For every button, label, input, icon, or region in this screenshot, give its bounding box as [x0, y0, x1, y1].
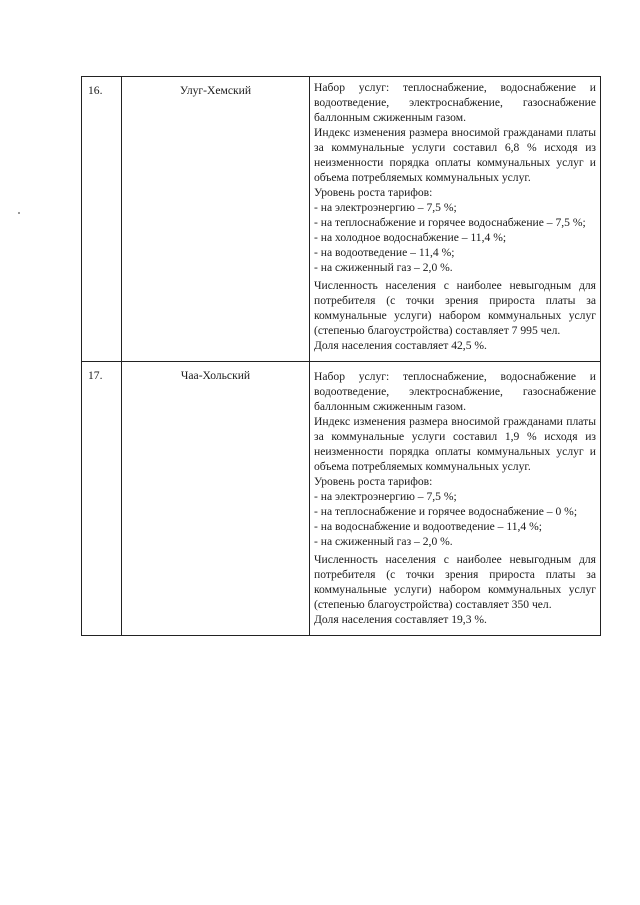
tariff-item: - на сжиженный газ – 2,0 %.	[314, 535, 453, 548]
services-text: Набор услуг: теплоснабжение, водоснабжение и водоотведение, электроснабжение, газоснабжение баллонным сжиженным газом.	[314, 81, 596, 124]
population-text: Численность населения с наиболее невыгодным для потребителя (с точки зрения прироста платы за коммунальные услуги) набором коммунальных услуг (степенью благоустройства) составляет 7 995 чел.	[314, 279, 596, 337]
index-text: Индекс изменения размера вносимой гражданами платы за коммунальные услуги составил 1,9 % исходя из неизменности порядка оплаты коммунальных услуг и объема потребляемых коммунальных услуг.	[314, 415, 596, 473]
row-number: 17.	[82, 362, 122, 636]
share-text: Доля населения составляет 19,3 %.	[314, 613, 487, 626]
description-cell	[310, 362, 601, 636]
description-cell	[310, 77, 601, 362]
table-row	[82, 77, 601, 362]
tariff-item: - на электроэнергию – 7,5 %;	[314, 201, 457, 214]
tariff-item: - на холодное водоснабжение – 11,4 %;	[314, 231, 507, 244]
district-name: Чаа-Хольский	[122, 362, 310, 636]
tariff-table	[81, 76, 601, 636]
services-text: Набор услуг: теплоснабжение, водоснабжение и водоотведение, электроснабжение, газоснабжение баллонным сжиженным газом.	[314, 370, 596, 413]
tariff-header: Уровень роста тарифов:	[314, 186, 433, 199]
tariff-item: - на теплоснабжение и горячее водоснабжение – 7,5 %;	[314, 216, 586, 229]
district-name: Улуг-Хемский	[122, 77, 310, 362]
index-text: Индекс изменения размера вносимой гражданами платы за коммунальные услуги составил 6,8 % исходя из неизменности порядка оплаты коммунальных услуг и объема потребляемых коммунальных услуг.	[314, 126, 596, 184]
margin-mark	[18, 212, 20, 214]
row-number: 16.	[82, 77, 122, 362]
tariff-item: - на водоснабжение и водоотведение – 11,4 %;	[314, 520, 543, 533]
tariff-item: - на сжиженный газ – 2,0 %.	[314, 261, 453, 274]
share-text: Доля населения составляет 42,5 %.	[314, 339, 487, 352]
tariff-item: - на электроэнергию – 7,5 %;	[314, 490, 457, 503]
tariff-item: - на теплоснабжение и горячее водоснабжение – 0 %;	[314, 505, 578, 518]
population-text: Численность населения с наиболее невыгодным для потребителя (с точки зрения прироста платы за коммунальные услуги) набором коммунальных услуг (степенью благоустройства) составляет 350 чел.	[314, 553, 596, 611]
table-row	[82, 362, 601, 636]
tariff-header: Уровень роста тарифов:	[314, 475, 433, 488]
tariff-item: - на водоотведение – 11,4 %;	[314, 246, 455, 259]
